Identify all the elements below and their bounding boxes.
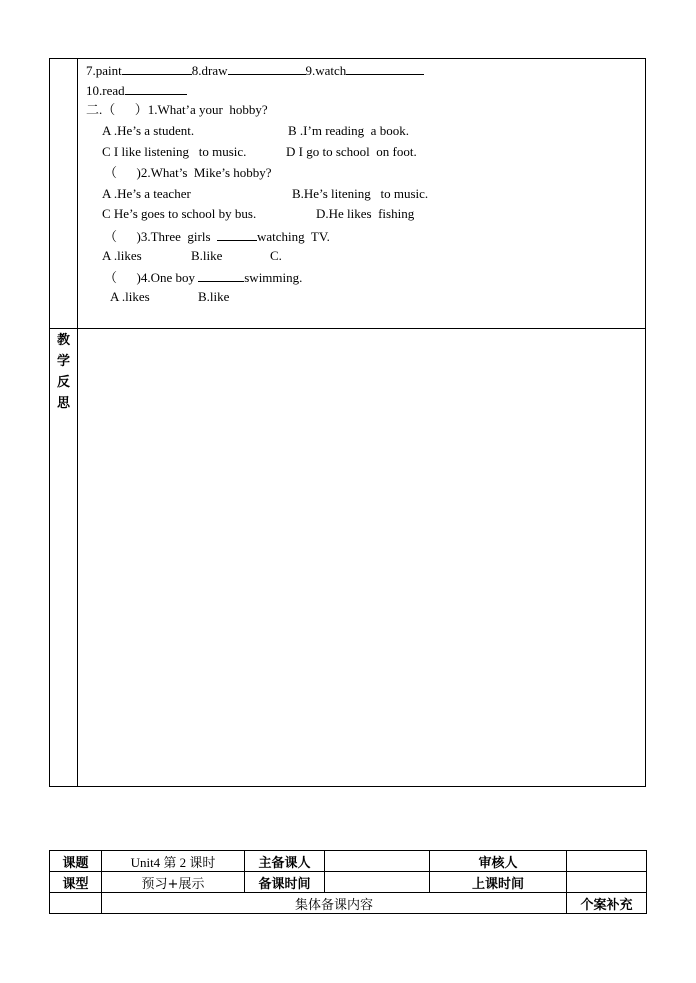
fill-blank-line-2: 10.read (86, 82, 187, 99)
question-3: （ )3.Three girls watching TV. (104, 229, 330, 244)
table-border-bottom (49, 786, 646, 787)
reflection-char-4: 思 (56, 396, 70, 411)
lead-teacher-label: 主备课人 (245, 851, 325, 872)
reviewer-label: 审核人 (430, 851, 567, 872)
blank-cell (50, 893, 102, 914)
table-row (50, 851, 647, 872)
table-row (50, 893, 647, 914)
reflection-char-2: 学 (56, 354, 70, 369)
personal-supplement-label: 个案补充 (567, 893, 647, 914)
q1-option-a: A .He’s a student. (102, 123, 195, 138)
prep-time-label: 备课时间 (245, 872, 325, 893)
section-two-question-1: 二.（ ）1.What’a your hobby? (86, 102, 268, 117)
q1-option-d: D I go to school on foot. (286, 144, 417, 159)
table-row-divider (49, 328, 646, 329)
topic-label: 课题 (50, 851, 102, 872)
q2-option-b: B.He’s litening to music. (292, 186, 429, 201)
q1-option-b: B .I’m reading a book. (288, 123, 409, 138)
table-border-left (49, 58, 50, 787)
q3-option-a: A .likes (102, 248, 142, 263)
fill-blank-line-1: 7.paint 8.draw 9.watch (86, 62, 424, 79)
question-2: （ )2.What’s Mike’s hobby? (104, 165, 272, 180)
table-row (50, 872, 647, 893)
q1-option-c: C I like listening to music. (102, 144, 247, 159)
q4-option-b: B.like (198, 289, 230, 304)
lesson-type-label: 课型 (50, 872, 102, 893)
topic-value: Unit4 第 2 课时 (102, 851, 245, 872)
q4-option-a: A .likes (110, 289, 150, 304)
q2-option-c: C He’s goes to school by bus. (102, 206, 257, 221)
table-border-top (49, 58, 646, 59)
q3-option-b: B.like (191, 248, 223, 263)
table-border-right (645, 58, 646, 787)
q3-option-c: C. (270, 248, 282, 263)
reflection-char-3: 反 (56, 375, 70, 390)
q2-option-d: D.He likes fishing (316, 206, 415, 221)
lesson-plan-header-table (49, 850, 647, 914)
reflection-char-1: 教 (56, 333, 70, 348)
reflection-label (50, 330, 77, 414)
table-column-divider (77, 58, 78, 787)
q2-option-a: A .He’s a teacher (102, 186, 191, 201)
reviewer-value (567, 851, 647, 872)
lesson-type-value: 预习+展示 (102, 872, 245, 893)
class-time-label: 上课时间 (430, 872, 567, 893)
lead-teacher-value (325, 851, 430, 872)
class-time-value (567, 872, 647, 893)
prep-time-value (325, 872, 430, 893)
group-prep-content-label: 集体备课内容 (102, 893, 567, 914)
question-4: （ )4.One boy swimming. (104, 270, 303, 285)
